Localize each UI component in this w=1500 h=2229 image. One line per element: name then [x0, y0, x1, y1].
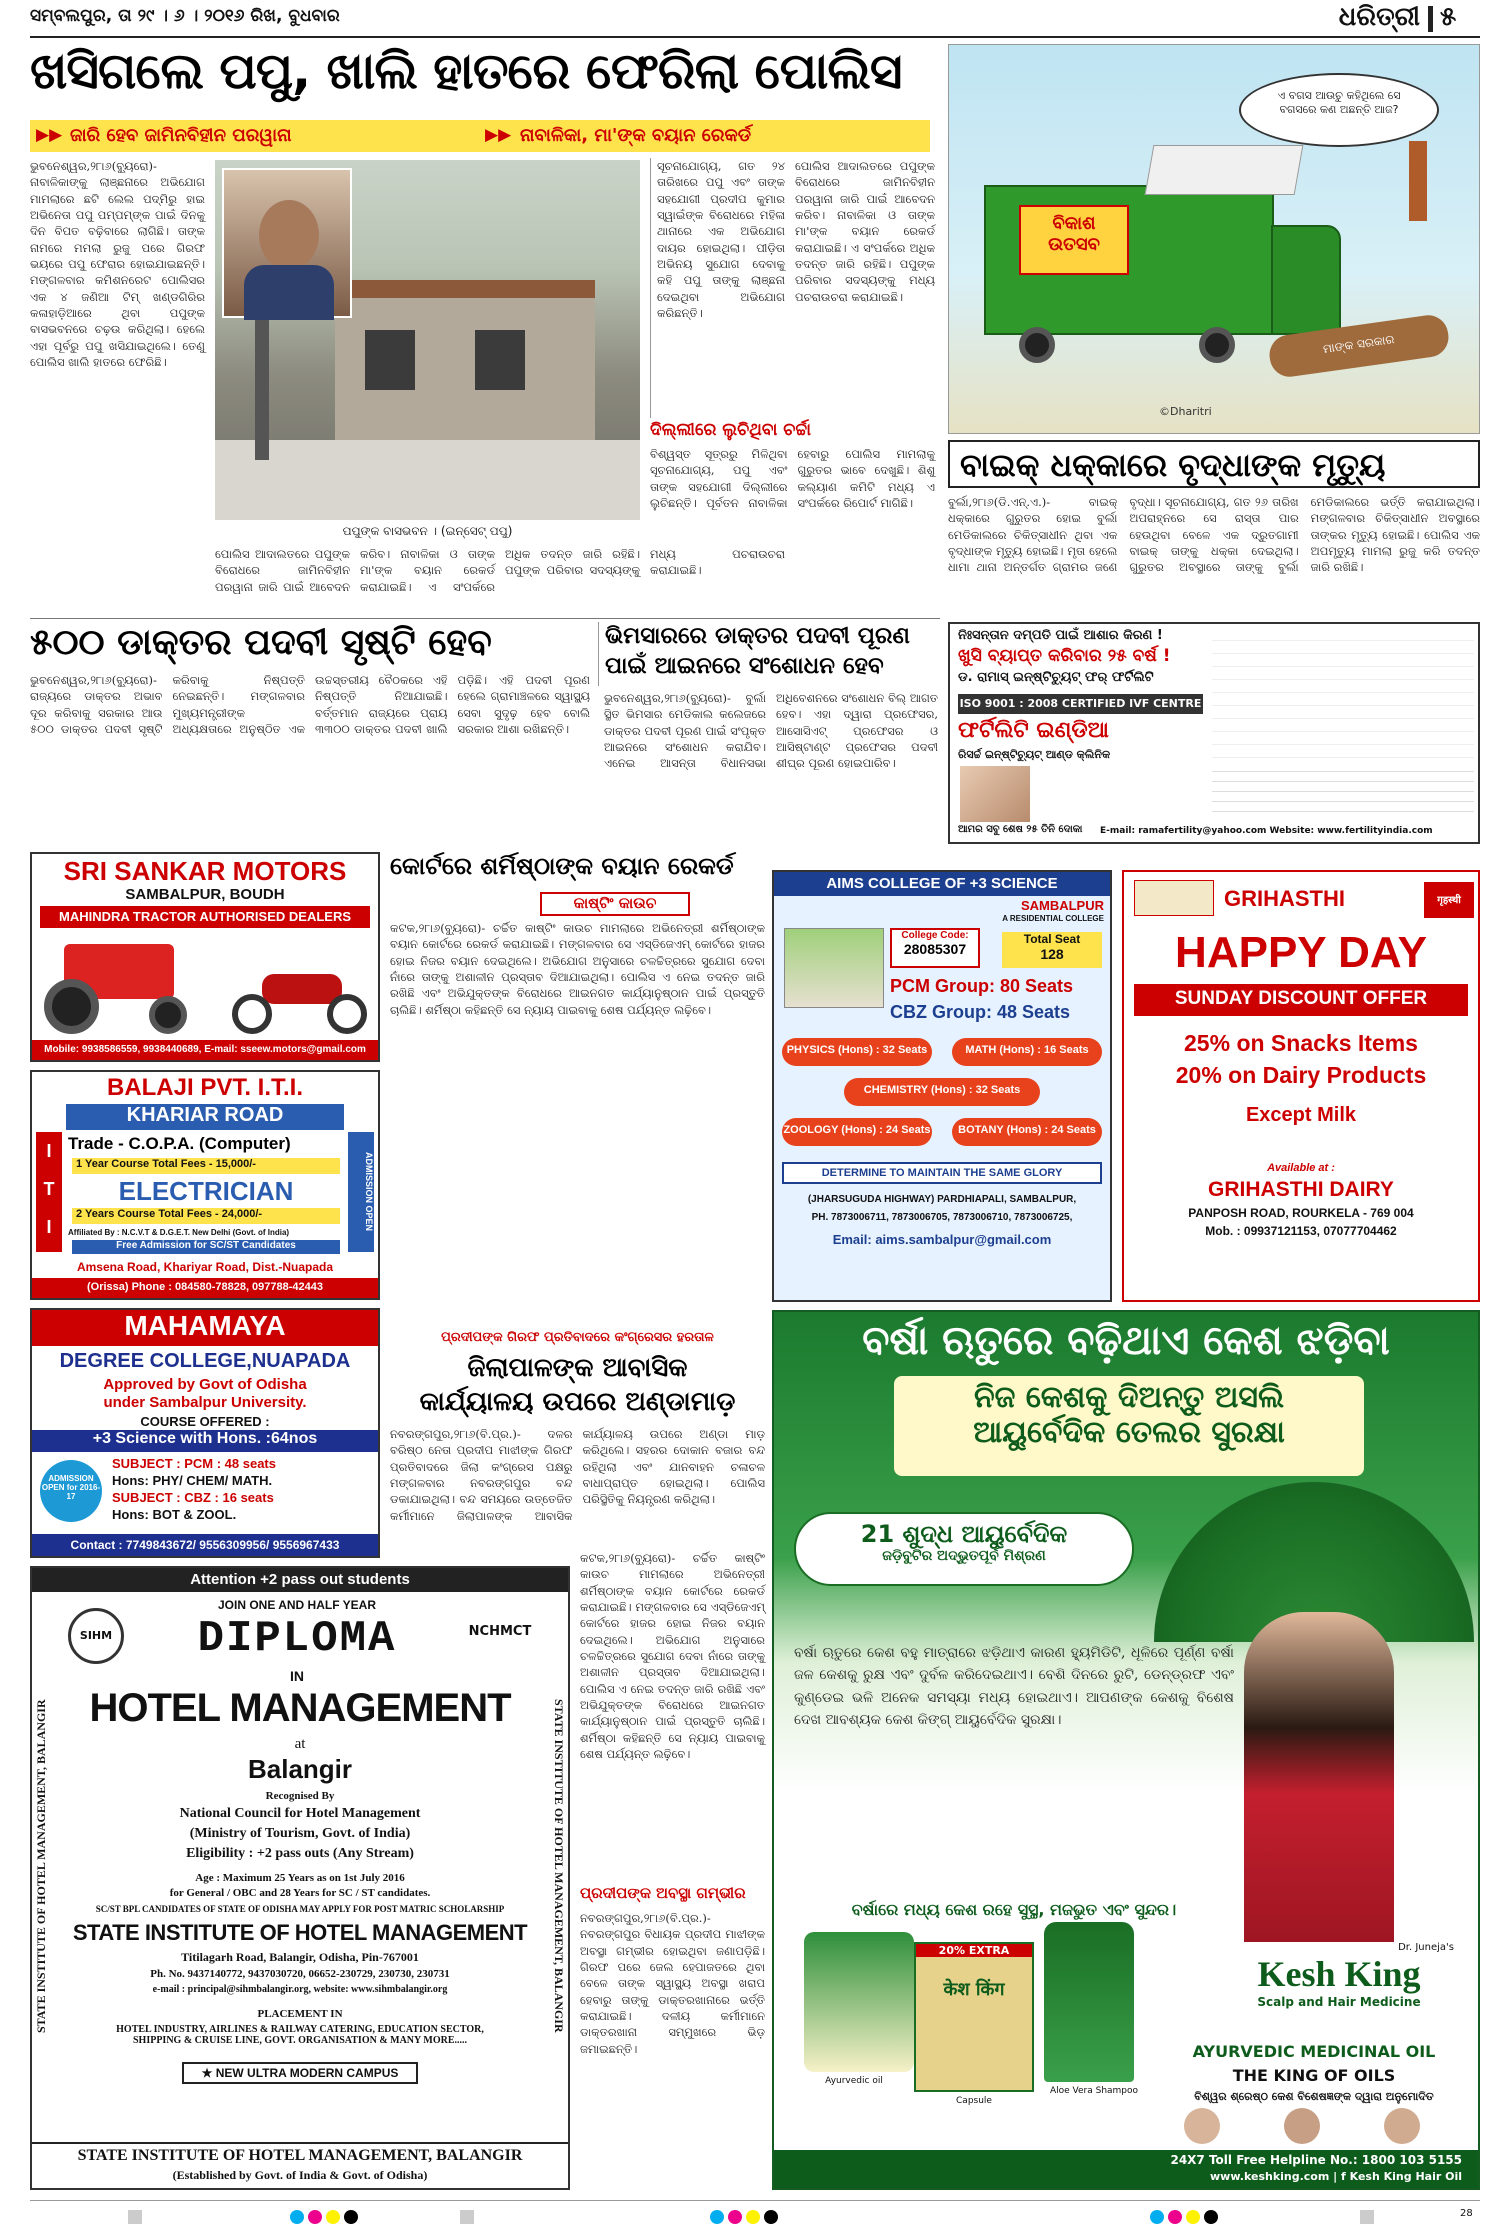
- hotel-council: National Council for Hotel Management: [179, 1806, 421, 1821]
- dateline: ସମ୍ବଲପୁର, ତା ୨୯ । ୬ । ୨୦୧୬ ରିଖ, ବୁଧବାର: [30, 6, 340, 26]
- hotel-diploma: DIPLOMA: [197, 1614, 397, 1664]
- aims-code-value: 28085307: [903, 941, 967, 957]
- truck-sign: ବିକାଶ ଉତସବ: [1019, 205, 1129, 275]
- sihm-logo: SIHM: [68, 1608, 124, 1664]
- tractor-image: [44, 934, 194, 1034]
- iti-ad: [30, 1070, 380, 1300]
- ivf-photo: [960, 766, 1030, 822]
- hotel-footer2: (Established by Govt. of India & Govt. of Odisha): [172, 2168, 428, 2182]
- keshking-oil: AYURVEDIC MEDICINAL OIL: [1192, 2042, 1436, 2061]
- congress-headline: [390, 1352, 765, 1422]
- mahamaya-line8: SUBJECT : CBZ : 16 seats: [112, 1490, 274, 1505]
- aims-title: AIMS COLLEGE OF +3 SCIENCE: [774, 872, 1110, 896]
- header-rule: [30, 36, 1480, 38]
- bottle-label: 20% EXTRA: [916, 1944, 1032, 1957]
- hotel-address: Titilagarh Road, Balangir, Odisha, Pin-767001: [181, 1950, 419, 1964]
- motors-contact: Mobile: 9938586559, 9938440689, E-mail: sseew.motors@gmail.com: [32, 1040, 378, 1060]
- hotel-eligibility: Eligibility : +2 pass outs (Any Stream): [186, 1846, 414, 1861]
- hotel-footer: STATE INSTITUTE OF HOTEL MANAGEMENT, BALANGIR: [32, 2142, 568, 2166]
- ivf-iso: ISO 9001 : 2008 CERTIFIED IVF CENTRE: [958, 694, 1203, 714]
- iti-trade1: Trade - C.O.P.A. (Computer): [68, 1134, 291, 1153]
- grihasthi-address: PANPOSH ROAD, ROURKELA - 769 004: [1188, 1206, 1414, 1220]
- aims-zoology: ZOOLOGY (Hons) : 24 Seats: [782, 1118, 932, 1146]
- hotel-ministry: (Ministry of Tourism, Govt. of India): [189, 1826, 411, 1841]
- grihasthi-brand: GRIHASTHI: [1224, 886, 1345, 911]
- lead-body-4: ବିଶ୍ୱସ୍ତ ସୂତ୍ରରୁ ମିଳିଥିବା ସୂଚନାଯୋଗ୍ୟ, ପପୁ ଏବଂ ତାଙ୍କ ସହଯୋଗୀ ଦିଲ୍ଲୀରେ ଲୁଚିଛନ୍ତି। ପୂର୍ବତନ ନାବାଳିକା ହେବାରୁ ପୋଲିସ ମାମଲାକୁ ଗୁରୁତର ଭାବେ ଦେଖୁଛି। ଶିଶୁ କଲ୍ୟାଣ କମିଟି ମଧ୍ୟ ଏ ସଂପର୍କରେ ରିପୋର୍ଟ ମାଗିଛି।: [650, 447, 935, 510]
- expert-1: [1184, 2108, 1220, 2144]
- cartoon-bubble: ଏ ବଗସ ଆଉଚୁ କହିଥିଲେ ସେ ବଗସରେ କଣ ଅଛନ୍ତି ଆଜ?: [1239, 73, 1439, 147]
- paper-name: ଧରିତ୍ରୀ: [1338, 2, 1420, 32]
- product-p3: Aloe Vera Shampoo: [1044, 2086, 1144, 2096]
- keshking-sub1: ନିଜ କେଶକୁ ଦିଅନ୍ତୁ ଅସଲି: [973, 1380, 1285, 1415]
- cow-logo: [1134, 880, 1214, 916]
- hotel-scst: SC/ST BPL CANDIDATES OF STATE OF ODISHA MAY APPLY FOR POST MATRIC SCHOLARSHIP: [95, 1904, 505, 1914]
- bike-image: [232, 964, 372, 1034]
- bike-headline: ବାଇକ୍ ଧକ୍କାରେ ବୃଦ୍ଧାଙ୍କ ମୃତ୍ୟୁ: [960, 446, 1386, 484]
- aims-phone: PH. 7873006711, 7873006705, 7873006710, 7873006725,: [811, 1212, 1073, 1223]
- aims-city: SAMBALPUR: [1020, 898, 1104, 913]
- aims-seats-label: Total Seat: [1023, 932, 1081, 946]
- grihasthi-ad: [1122, 870, 1480, 1302]
- hotel-attention: Attention +2 pass out students: [32, 1568, 568, 1592]
- aims-pcm: PCM Group: 80 Seats: [890, 976, 1074, 996]
- doctor-body: ଭୁବନେଶ୍ୱର,୨୮ା୬(ବ୍ୟୁରୋ)- ରାଜ୍ୟରେ ଡାକ୍ତର ଅଭାବ ଦୂର କରିବାକୁ ସରକାର ଆଉ ୫୦୦ ଡାକ୍ତର ପଦବୀ ସୃଷ୍ଟି କରିବାକୁ ନିଷ୍ପତ୍ତି ନେଇଛନ୍ତି। ମଙ୍ଗଳବାର ମୁଖ୍ୟମନ୍ତ୍ରୀଙ୍କ ଅଧ୍ୟକ୍ଷତାରେ ଅନୁଷ୍ଠିତ ଏକ ଉଚ୍ଚସ୍ତରୀୟ ବୈଠକରେ ଏହି ନିଷ୍ପତ୍ତି ନିଆଯାଇଛି। ବର୍ତ୍ତମାନ ରାଜ୍ୟରେ ପ୍ରାୟ ୩୩୦୦ ଡାକ୍ତର ପଦବୀ ଖାଲି ପଡ଼ିଛି। ଏହି ପଦବୀ ପୂରଣ ହେଲେ ଗ୍ରାମାଞ୍ଚଳରେ ସ୍ୱାସ୍ଥ୍ୟ ସେବା ସୁଦୃଢ଼ ହେବ ବୋଲି ସରକାର ଆଶା ରଖିଛନ୍ତି।: [30, 673, 590, 736]
- iti-address: Amsena Road, Khariyar Road, Dist.-Nuapada: [76, 1260, 334, 1274]
- lead-sub-1: ଜାରି ହେବ ଜାମିନବିହୀନ ପରୱାନା: [70, 125, 292, 146]
- expert-2: [1284, 2108, 1320, 2144]
- iti-affiliated: Affiliated By : N.C.V.T & D.G.E.T. New Delhi (Govt. of India): [68, 1228, 290, 1237]
- mahamaya-contact: Contact : 7749843672/ 9556309956/ 9556967433: [32, 1534, 378, 1556]
- amend-body: ଭୁବନେଶ୍ୱର,୨୮ା୬(ବ୍ୟୁରୋ)- ବୁର୍ଲା ସ୍ଥିତ ଭିମସାର ମେଡିକାଲ କଲେଜରେ ଡାକ୍ତର ପଦବୀ ପୂରଣ ପାଇଁ ସଂପୃକ୍ତ ଆଇନରେ ସଂଶୋଧନ କରାଯିବ। ଏନେଇ ଆସନ୍ତା ବିଧାନସଭା ଅଧିବେଶନରେ ସଂଶୋଧନ ବିଲ୍ ଆଗତ ହେବ। ଏହା ଦ୍ୱାରା ପ୍ରଫେସର, ଆସୋସିଏଟ୍ ପ୍ରଫେସର ଓ ଆସିଷ୍ଟାଣ୍ଟ ପ୍ରଫେସର ପଦବୀ ଶୀଘ୍ର ପୂରଣ ହୋଇପାରିବ।: [604, 691, 938, 771]
- arrow-icon: ▶▶: [485, 125, 512, 145]
- hotel-age2: for General / OBC and 28 Years for SC / ST candidates.: [169, 1887, 431, 1899]
- hotel-join: JOIN ONE AND HALF YEAR: [217, 1598, 376, 1612]
- product-shampoo: [804, 1932, 914, 2072]
- amend-headline-1: ଭିମସାରରେ ଡାକ୍ତର ପଦବୀ ପୂରଣ: [605, 623, 910, 649]
- congress-kicker: ପ୍ରଦୀପଙ୍କ ଗିରଫ ପ୍ରତିବାଦରେ କଂଗ୍ରେସର ହରତାଳ: [441, 1330, 714, 1345]
- keshking-herbs-2: ଜଡ଼ିବୁଟିର ଅଦ୍ଭୁତପୂର୍ବ ମିଶ୍ରଣ: [882, 1548, 1046, 1564]
- congress-body-2: କଟକ,୨୮ା୬(ବ୍ୟୁରୋ)- ଚର୍ଚ୍ଚିତ କାଷ୍ଟିଂ କାଉଚ ମାମଲାରେ ଅଭିନେତ୍ରୀ ଶର୍ମିଷ୍ଠାଙ୍କ ବୟାନ କୋର୍ଟରେ ରେକର୍ଡ କରାଯାଇଛି। ମଙ୍ଗଳବାର ସେ ଏସ୍‌ଡିଜେଏମ୍ କୋର୍ଟରେ ହାଜର ହୋଇ ନିଜର ବୟାନ ଦେଇଥିଲେ। ଅଭିଯୋଗ ଅନୁସାରେ ଚଳଚ୍ଚିତ୍ରରେ ସୁଯୋଗ ଦେବା ନାଁରେ ତାଙ୍କୁ ଅଶାଳୀନ ପ୍ରସ୍ତାବ ଦିଆଯାଇଥିଲା। ପୋଲିସ ଏ ନେଇ ତଦନ୍ତ ଜାରି ରଖିଛି ଏବଂ ଅଭିଯୁକ୍ତଙ୍କ ବିରୋଧରେ ଆଇନଗତ କାର୍ଯ୍ୟାନୁଷ୍ଠାନ ପାଇଁ ପ୍ରସ୍ତୁତି ଚାଲିଛି। ଶର୍ମିଷ୍ଠା କହିଛନ୍ତି ସେ ନ୍ୟାୟ ପାଇବାକୁ ଶେଷ ପର୍ଯ୍ୟନ୍ତ ଲଢ଼ିବେ।: [580, 1551, 765, 1761]
- bottom-rule: [30, 2200, 1480, 2201]
- aims-ad: [772, 870, 1112, 1302]
- amend-headline: [598, 622, 938, 686]
- header-divider: [1428, 6, 1433, 32]
- model-photo: [1244, 1612, 1394, 1942]
- hotel-placement: PLACEMENT IN: [257, 2008, 343, 2020]
- court-label: କାଷ୍ଟିଂ କାଉଚ: [540, 892, 690, 916]
- ivf-email: E-mail: ramafertility@yahoo.com Website: www.fertilityindia.com: [1100, 826, 1433, 836]
- keshking-helpline: 24X7 Toll Free Helpline No.: 1800 103 5155: [1170, 2153, 1462, 2167]
- congress-inner-head: ପ୍ରଦୀପଙ୍କ ଅବସ୍ଥା ଗମ୍ଭୀର: [580, 1884, 746, 1902]
- cartoon: [948, 44, 1480, 434]
- inset-photo: [222, 168, 352, 318]
- aims-address: (JHARSUGUDA HIGHWAY) PARDHIAPALI, SAMBALPUR,: [807, 1194, 1077, 1205]
- product-bottle: [1044, 1922, 1134, 2082]
- aims-code-label: College Code:: [901, 930, 969, 941]
- hotel-ad: [30, 1566, 570, 2190]
- grihasthi-mob: Mob. : 09937121153, 07077704462: [1205, 1224, 1397, 1238]
- grihasthi-happy: HAPPY DAY: [1175, 928, 1427, 977]
- iti-side-left: I T I: [36, 1132, 62, 1252]
- aims-building: [784, 928, 884, 1008]
- amend-headline-2: ପାଇଁ ଆଇନରେ ସଂଶୋଧନ ହେବ: [605, 652, 884, 679]
- hotel-campus-text: NEW ULTRA MODERN CAMPUS: [215, 2066, 399, 2080]
- admission-badge: ADMISSION OPEN for 2016-17: [40, 1460, 102, 1522]
- mahamaya-line7: Hons: PHY/ CHEM/ MATH.: [112, 1473, 273, 1488]
- motors-ad: [30, 852, 380, 1062]
- ivf-ad: [948, 622, 1480, 844]
- grihasthi-sunday: SUNDAY DISCOUNT OFFER: [1134, 984, 1468, 1016]
- expert-3: [1384, 2108, 1420, 2144]
- lead-body-1: ଭୁବନେଶ୍ୱର,୨୮ା୬(ବ୍ୟୁରୋ)- ନାବାଳିକାଙ୍କୁ ଲାଞ୍ଛନାରେ ଅଭିଯୋଗ ମାମଲାରେ ଛଟି ଲେଲ ପଦ୍ମିରୁ ହାଇ ଅଭିନେତା ପପୁ ପମ୍‌ପମ୍‌ଙ୍କ ପାଇଁ ଦିନକୁ ଦିନ ବିପତ ବଢ଼ିବାରେ ଲାଗିଛି। ତାଙ୍କ ନାମରେ ମମଲା ରୁଜୁ ପରେ ଗିରଫ ଭୟରେ ପପୁ ଫେରାର ହୋଇଯାଇଛନ୍ତି। ମଙ୍ଗଳବାର କମିଶନରେଟ ପୋଲିସର ଏକ ୪ ଜଣିଆ ଟିମ୍ ଖଣ୍ଡଗିରିର କଳାହାଡ଼ିଆରେ ଥିବା ପପୁଙ୍କ ବାସଭବନରେ ଚଢ଼ଉ କରିଥିଲା। ହେଲେ ଏହା ପୂର୍ବରୁ ପପୁ ଖସିଯାଇଥିଲେ। ତେଣୁ ପୋଲିସ ଖାଲି ହାତରେ ଫେରିଛି।: [30, 159, 205, 369]
- hotel-side-right: STATE INSTITUTE OF HOTEL MANAGEMENT, BALANGIR: [552, 1699, 566, 2033]
- congress-headline-2: କାର୍ଯ୍ୟାଳୟ ଉପରେ ଅଣ୍ଡାମାଡ଼: [419, 1386, 736, 1417]
- congress-body: ନବରଙ୍ଗପୁର,୨୮ା୬(ବି.ପ୍ର.)- ଦଳର ବରିଷ୍ଠ ନେତା ପ୍ରଦୀପ ମାଝୀଙ୍କ ଗିରଫ ପ୍ରତିବାଦରେ ଜିଲା କଂଗ୍ରେସ ପକ୍ଷରୁ ମଙ୍ଗଳବାର ନବରଙ୍ଗପୁର ବନ୍ଦ ଡକାଯାଇଥିଲା। ବନ୍ଦ ସମୟରେ ଉତ୍ତେଜିତ କର୍ମୀମାନେ ଜିଲାପାଳଙ୍କ ଆବାସିକ କାର୍ଯ୍ୟାଳୟ ଉପରେ ଅଣ୍ଡା ମାଡ଼ କରିଥିଲେ। ସହରର ଦୋକାନ ବଜାର ବନ୍ଦ ରହିଥିଲା ଏବଂ ଯାନବାହନ ଚଳାଚଳ ବାଧାପ୍ରାପ୍ତ ହୋଇଥିଲା। ପୋଲିସ ପରିସ୍ଥିତିକୁ ନିୟନ୍ତ୍ରଣ କରିଥିଲା।: [390, 1427, 765, 1523]
- lead-headline: ଖସିଗଲେ ପପୁ, ଖାଲି ହାତରେ ଫେରିଲା ପୋଲିସ: [30, 42, 902, 100]
- hotel-phone: Ph. No. 9437140772, 9437030720, 06652-230729, 230730, 230731: [150, 1968, 450, 1980]
- mahamaya-line9: Hons: BOT & ZOOL.: [112, 1507, 237, 1522]
- congress-headline-1: ଜିଲାପାଳଙ୍କ ଆବାସିକ: [467, 1353, 688, 1383]
- product-p2: Capsule: [924, 2096, 1024, 2106]
- bottle-name: केश किंग: [943, 1979, 1005, 2000]
- ivf-footer: ଆମର ସବୁ ଶେଷ ୨୫ ତିନି ଦୋକା: [958, 824, 1083, 835]
- lead-body-2: ପୋଲିସ ଆଦାଲତରେ ପପୁଙ୍କ ବିରୋଧରେ ଜାମିନବିହୀନ ପରୱାନା ଜାରି ପାଇଁ ଆବେଦନ କରିବ। ନାବାଳିକା ଓ ତାଙ୍କ ମା'ଙ୍କ ବୟାନ ରେକର୍ଡ କରାଯାଇଛି। ଏ ସଂପର୍କରେ ଅଧିକ ତଦନ୍ତ ଜାରି ରହିଛି। ପପୁଙ୍କ ପରିବାର ସଦସ୍ୟଙ୍କୁ ମଧ୍ୟ ପଚରାଉଚରା କରାଯାଇଛି।: [215, 547, 785, 594]
- bike-headline-box: [948, 440, 1480, 488]
- product-box: [914, 1942, 1034, 2092]
- keshking-footer: [774, 2150, 1478, 2188]
- mahamaya-line4: COURSE OFFERED :: [140, 1414, 270, 1429]
- aims-motto: DETERMINE TO MAINTAIN THE SAME GLORY: [782, 1162, 1102, 1184]
- aims-residential: A RESIDENTIAL COLLEGE: [1002, 914, 1104, 923]
- hotel-recognised: Recognised By: [265, 1790, 335, 1802]
- keshking-sub-box: [894, 1376, 1364, 1476]
- mahamaya-ad: [30, 1308, 380, 1558]
- registration-marks: [0, 2206, 1500, 2226]
- keshking-ad: [772, 1310, 1480, 2190]
- cartoon-credit: ©Dharitri: [1159, 405, 1212, 418]
- hotel-city: Balangir: [247, 1754, 353, 1784]
- keshking-body: ବର୍ଷା ଋତୁରେ କେଶ ବହୁ ମାତ୍ରାରେ ଝଡ଼ିଥାଏ କାରଣ ହ୍ୟୁମିଡିଟି, ଧୂଳିରେ ପୂର୍ଣ୍ଣ ବର୍ଷା ଜଳ କେଶକୁ ରୁକ୍ଷ ଏବଂ ଦୁର୍ବଳ କରିଦେଇଥାଏ। ବେଶି ଦିନରେ ରୁଟି, ଡେନ୍‌ଡ୍ରଫ ଏବଂ କୁଣ୍ଡେଇ ଭଳି ଅନେକ ସମସ୍ୟା ମଧ୍ୟ ହୋଇଥାଏ। ଆପଣଙ୍କ କେଶକୁ ବିଶେଷ ଦେଖ ଆବଶ୍ୟକ କେଶ କିଙ୍ଗ୍ ଆୟୁର୍ବେଦିକ ସୁରକ୍ଷା।: [794, 1645, 1234, 1729]
- aims-math: MATH (Hons) : 16 Seats: [952, 1038, 1102, 1066]
- court-body: କଟକ,୨୮ା୬(ବ୍ୟୁରୋ)- ଚର୍ଚ୍ଚିତ କାଷ୍ଟିଂ କାଉଚ ମାମଲାରେ ଅଭିନେତ୍ରୀ ଶର୍ମିଷ୍ଠାଙ୍କ ବୟାନ କୋର୍ଟରେ ରେକର୍ଡ କରାଯାଇଛି। ମଙ୍ଗଳବାର ସେ ଏସ୍‌ଡିଜେଏମ୍ କୋର୍ଟରେ ହାଜର ହୋଇ ନିଜର ବୟାନ ଦେଇଥିଲେ। ଅଭିଯୋଗ ଅନୁସାରେ ଚଳଚ୍ଚିତ୍ରରେ ସୁଯୋଗ ଦେବା ନାଁରେ ତାଙ୍କୁ ଅଶାଳୀନ ପ୍ରସ୍ତାବ ଦିଆଯାଇଥିଲା। ପୋଲିସ ଏ ନେଇ ତଦନ୍ତ ଜାରି ରଖିଛି ଏବଂ ଅଭିଯୁକ୍ତଙ୍କ ବିରୋଧରେ ଆଇନଗତ କାର୍ଯ୍ୟାନୁଷ୍ଠାନ ପାଇଁ ପ୍ରସ୍ତୁତି ଚାଲିଛି। ଶର୍ମିଷ୍ଠା କହିଛନ୍ତି ସେ ନ୍ୟାୟ ପାଇବାକୁ ଶେଷ ପର୍ଯ୍ୟନ୍ତ ଲଢ଼ିବେ।: [390, 921, 765, 1017]
- grihasthi-except: Except Milk: [1245, 1104, 1357, 1126]
- iti-side-right: ADMISSION OPEN: [348, 1132, 374, 1252]
- keshking-king: THE KING OF OILS: [1232, 2066, 1396, 2085]
- ivf-sub: ରିସର୍ଚ୍ଚ ଇନ୍‌ଷ୍ଟିଚ୍ୟୁଟ୍ ଆଣ୍ଡ କ୍ଲିନିକ: [958, 748, 1111, 761]
- hotel-campus: ★ NEW ULTRA MODERN CAMPUS: [182, 2062, 418, 2084]
- ivf-top: ନିଃସନ୍ତାନ ଦମ୍ପତି ପାଇଁ ଆଶାର କିରଣ !: [958, 628, 1163, 643]
- congress-body-3: ନବରଙ୍ଗପୁର,୨୮ା୬(ବି.ପ୍ର.)- ନବରଙ୍ଗପୁର ବିଧାୟକ ପ୍ରଦୀପ ମାଝୀଙ୍କ ଅବସ୍ଥା ଗମ୍ଭୀର ହୋଇଥିବା ଜଣାପଡ଼ିଛି। ଗିରଫ ପରେ ଜେଲ ହେପାଜତରେ ଥିବା ବେଳେ ତାଙ୍କ ସ୍ୱାସ୍ଥ୍ୟ ଅବସ୍ଥା ଖରାପ ହେବାରୁ ତାଙ୍କୁ ଡାକ୍ତରଖାନାରେ ଭର୍ତ୍ତି କରାଯାଇଛି। ଦଳୀୟ କର୍ମୀମାନେ ଡାକ୍ତରଖାନା ସମ୍ମୁଖରେ ଭିଡ଼ ଜମାଇଛନ୍ତି।: [580, 1911, 765, 2056]
- aims-cbz: CBZ Group: 48 Seats: [890, 1002, 1071, 1022]
- iti-trade2: ELECTRICIAN: [118, 1176, 294, 1206]
- mahamaya-line5: +3 Science with Hons. :64nos: [32, 1430, 378, 1452]
- rule: [30, 618, 940, 619]
- keshking-logo: [1204, 1942, 1474, 2042]
- lead-body-3: ସୂଚନାଯୋଗ୍ୟ, ଗତ ୨୪ ତାରିଖରେ ପପୁ ଏବଂ ତାଙ୍କ ସହଯୋଗୀ ପ୍ରଦୀପ କୁମାର ସ୍ୱାଇଁଙ୍କ ବିରୋଧରେ ମହିଳା ଥାନାରେ ଏକ ଅଭିଯୋଗ ଦାୟର ହୋଇଥିଲା। ପୀଡ଼ିତା ଅଭିନୟ ସୁଯୋଗ ଦେବାକୁ କହି ପପୁ ତାଙ୍କୁ ଲାଞ୍ଛନା ଦେଇଥିବା ଅଭିଯୋଗ କରିଛନ୍ତି।: [650, 158, 785, 418]
- lead-inner-head: ଦିଲ୍ଲୀରେ ଲୁଚିଥିବା ଚର୍ଚ୍ଚା: [650, 420, 811, 440]
- aims-email: Email: aims.sambalpur@gmail.com: [832, 1232, 1052, 1247]
- keshking-brand: Kesh King: [1257, 1954, 1421, 1994]
- keshking-brand-dr: Dr. Juneja's: [1398, 1942, 1454, 1953]
- motors-title: SRI SANKAR MOTORS: [63, 856, 347, 886]
- aims-chemistry: CHEMISTRY (Hons) : 32 Seats: [844, 1078, 1040, 1106]
- aims-code: [890, 928, 980, 968]
- doctor-headline: ୫୦୦ ଡାକ୍ତର ପଦବୀ ସୃଷ୍ଟି ହେବ: [30, 622, 492, 663]
- keshking-web: www.keshking.com | f Kesh King Hair Oil: [1210, 2170, 1462, 2183]
- iti-course2: 2 Years Course Total Fees - 24,000/-: [72, 1208, 340, 1224]
- hotel-in: IN: [290, 1668, 304, 1684]
- hotel-at: at: [294, 1736, 306, 1752]
- hotel-placement-list: HOTEL INDUSTRY, AIRLINES & RAILWAY CATERING, EDUCATION SECTOR, SHIPPING & CRUISE LINE, GOVT. ORGANISATION & MANY MORE.....: [116, 2024, 484, 2046]
- keshking-experts: ବିଶ୍ୱର ଶ୍ରେଷ୍ଠ କେଶ ବିଶେଷଜ୍ଞଙ୍କ ଦ୍ୱାରା ଅନୁମୋଦିତ: [1194, 2090, 1434, 2103]
- page-number: ୫: [1440, 2, 1457, 32]
- lead-sub-2: ନାବାଳିକା, ମା'ଙ୍କ ବୟାନ ରେକର୍ଡ: [520, 125, 752, 146]
- court-headline: କୋର୍ଟରେ ଶର୍ମିଷ୍ଠାଙ୍କ ବୟାନ ରେକର୍ଡ: [390, 852, 734, 880]
- aims-physics: PHYSICS (Hons) : 32 Seats: [782, 1038, 932, 1066]
- mahamaya-title: MAHAMAYA: [32, 1310, 378, 1346]
- mahamaya-line1: DEGREE COLLEGE,NUAPADA: [59, 1350, 351, 1372]
- hotel-institute: STATE INSTITUTE OF HOTEL MANAGEMENT: [72, 1920, 528, 1945]
- iti-phone: (Orissa) Phone : 084580-78828, 097788-42443: [32, 1278, 378, 1298]
- mahamaya-line6: SUBJECT : PCM : 48 seats: [112, 1456, 276, 1471]
- log: ମାଙ୍କ ସରକାର: [1267, 313, 1451, 380]
- product-p1: Ayurvedic oil: [804, 2076, 904, 2086]
- grihasthi-brand-hi: गृहस्थी: [1424, 882, 1474, 918]
- iti-place: KHARIAR ROAD: [66, 1104, 344, 1130]
- mahamaya-line3: under Sambalpur University.: [103, 1394, 307, 1411]
- hotel-hm: HOTEL MANAGEMENT: [89, 1686, 511, 1730]
- grihasthi-store: GRIHASTHI DAIRY: [1208, 1178, 1394, 1201]
- keshking-sub2: ଆୟୁର୍ବେଦିକ ତେଲର ସୁରକ୍ଷା: [973, 1415, 1285, 1450]
- iti-title: BALAJI PVT. I.T.I.: [106, 1074, 304, 1101]
- ivf-fertility: ଫର୍ଟିଲିଟି ଇଣ୍ଡିଆ: [958, 718, 1109, 743]
- motors-place: SAMBALPUR, BOUDH: [125, 886, 285, 903]
- arrow-icon: ▶▶: [36, 125, 63, 145]
- grihasthi-available: Available at :: [1267, 1162, 1335, 1174]
- lead-body-3b: ପୋଲିସ ଆଦାଲତରେ ପପୁଙ୍କ ବିରୋଧରେ ଜାମିନବିହୀନ ପରୱାନା ଜାରି ପାଇଁ ଆବେଦନ କରିବ। ନାବାଳିକା ଓ ତାଙ୍କ ମା'ଙ୍କ ବୟାନ ରେକର୍ଡ କରାଯାଇଛି। ଏ ସଂପର୍କରେ ଅଧିକ ତଦନ୍ତ ଜାରି ରହିଛି। ପପୁଙ୍କ ପରିବାର ସଦସ୍ୟଙ୍କୁ ମଧ୍ୟ ପଚରାଉଚରା କରାଯାଇଛି।: [795, 159, 935, 304]
- iti-course1: 1 Year Course Total Fees - 15,000/-: [72, 1158, 340, 1174]
- iti-free: Free Admission for SC/ST Candidates: [72, 1240, 340, 1254]
- lead-subhead-bar: [30, 120, 930, 152]
- hotel-age: Age : Maximum 25 Years as on 1st July 2016: [195, 1872, 405, 1884]
- page-code: 28: [1460, 2208, 1473, 2219]
- aims-seats: [1002, 932, 1102, 968]
- keshking-herbs-1: 21 ଶୁଦ୍ଧ ଆୟୁର୍ବେଦିକ: [860, 1520, 1068, 1548]
- nchmct-logo: NCHMCT: [468, 1624, 532, 1639]
- aims-seats-value: 128: [1040, 946, 1064, 962]
- grihasthi-dairy: 20% on Dairy Products: [1175, 1062, 1427, 1088]
- keshking-brand-sub: Scalp and Hair Medicine: [1257, 1995, 1421, 2009]
- hotel-email: e-mail : principal@sihmbalangir.org, website: www.sihmbalangir.org: [152, 1984, 448, 1995]
- ivf-name: ଡ. ରାମାସ୍ ଇନ୍‌ଷ୍ଟିଚ୍ୟୁଟ୍ ଫର୍ ଫର୍ଟିଲିଟି: [958, 670, 1154, 685]
- aims-botany: BOTANY (Hons) : 24 Seats: [952, 1118, 1102, 1146]
- keshking-tag: ବର୍ଷାରେ ମଧ୍ୟ କେଶ ରହେ ସୁସ୍ଥ, ମଜଭୁତ ଏବଂ ସୁନ୍ଦର।: [851, 1900, 1177, 1919]
- bike-body: ବୁର୍ଲା,୨୮ା୬(ଡି.ଏନ୍.ଏ.)- ବାଇକ୍ ଧକ୍କାରେ ଗୁରୁତର ହୋଇ ବୁର୍ଲା ମେଡିକାଲରେ ଚିକିତ୍ସାଧୀନ ଥିବା ଏକ ବୃଦ୍ଧାଙ୍କ ମୃତ୍ୟୁ ହୋଇଛି। ମୃତା ହେଲେ ଧାମା ଥାନା ଅନ୍ତର୍ଗତ ଗ୍ରାମର ଜଣେ ବୃଦ୍ଧା। ସୂଚନାଯୋଗ୍ୟ, ଗତ ୨୬ ତାରିଖ ଅପରାହ୍ନରେ ସେ ରାସ୍ତା ପାର ହେଉଥିବା ବେଳେ ଏକ ଦ୍ରୁତଗାମୀ ବାଇକ୍ ତାଙ୍କୁ ଧକ୍କା ଦେଇଥିଲା। ଗୁରୁତର ଅବସ୍ଥାରେ ତାଙ୍କୁ ବୁର୍ଲା ମେଡିକାଲରେ ଭର୍ତ୍ତି କରାଯାଇଥିଲା। ମଙ୍ଗଳବାର ଚିକିତ୍ସାଧୀନ ଅବସ୍ଥାରେ ତାଙ୍କର ମୃତ୍ୟୁ ହୋଇଛି। ପୋଲିସ ଏକ ଅପମୃତ୍ୟୁ ମାମଲା ରୁଜୁ କରି ତଦନ୍ତ ଜାରି ରଖିଛି।: [948, 495, 1480, 575]
- ivf-top2: ଖୁସି ବ୍ୟାପ୍ତ କରିବାର ୨୫ ବର୍ଷ !: [958, 646, 1171, 666]
- hotel-side-left: STATE INSTITUTE OF HOTEL MANAGEMENT, BALANGIR: [34, 1699, 48, 2033]
- grihasthi-snacks: 25% on Snacks Items: [1184, 1030, 1418, 1056]
- mahamaya-line2: Approved by Govt of Odisha: [103, 1376, 307, 1393]
- motors-dealer: MAHINDRA TRACTOR AUTHORISED DEALERS: [40, 906, 370, 928]
- photo-caption: ପପୁଙ୍କ ବାସଭବନ । (ଇନ୍‌ସେଟ୍ ପପୁ): [342, 524, 513, 538]
- keshking-herbs: [794, 1512, 1134, 1586]
- keshking-headline: ବର୍ଷା ଋତୁରେ ବଢ଼ିଥାଏ କେଶ ଝଡ଼ିବା: [862, 1318, 1390, 1364]
